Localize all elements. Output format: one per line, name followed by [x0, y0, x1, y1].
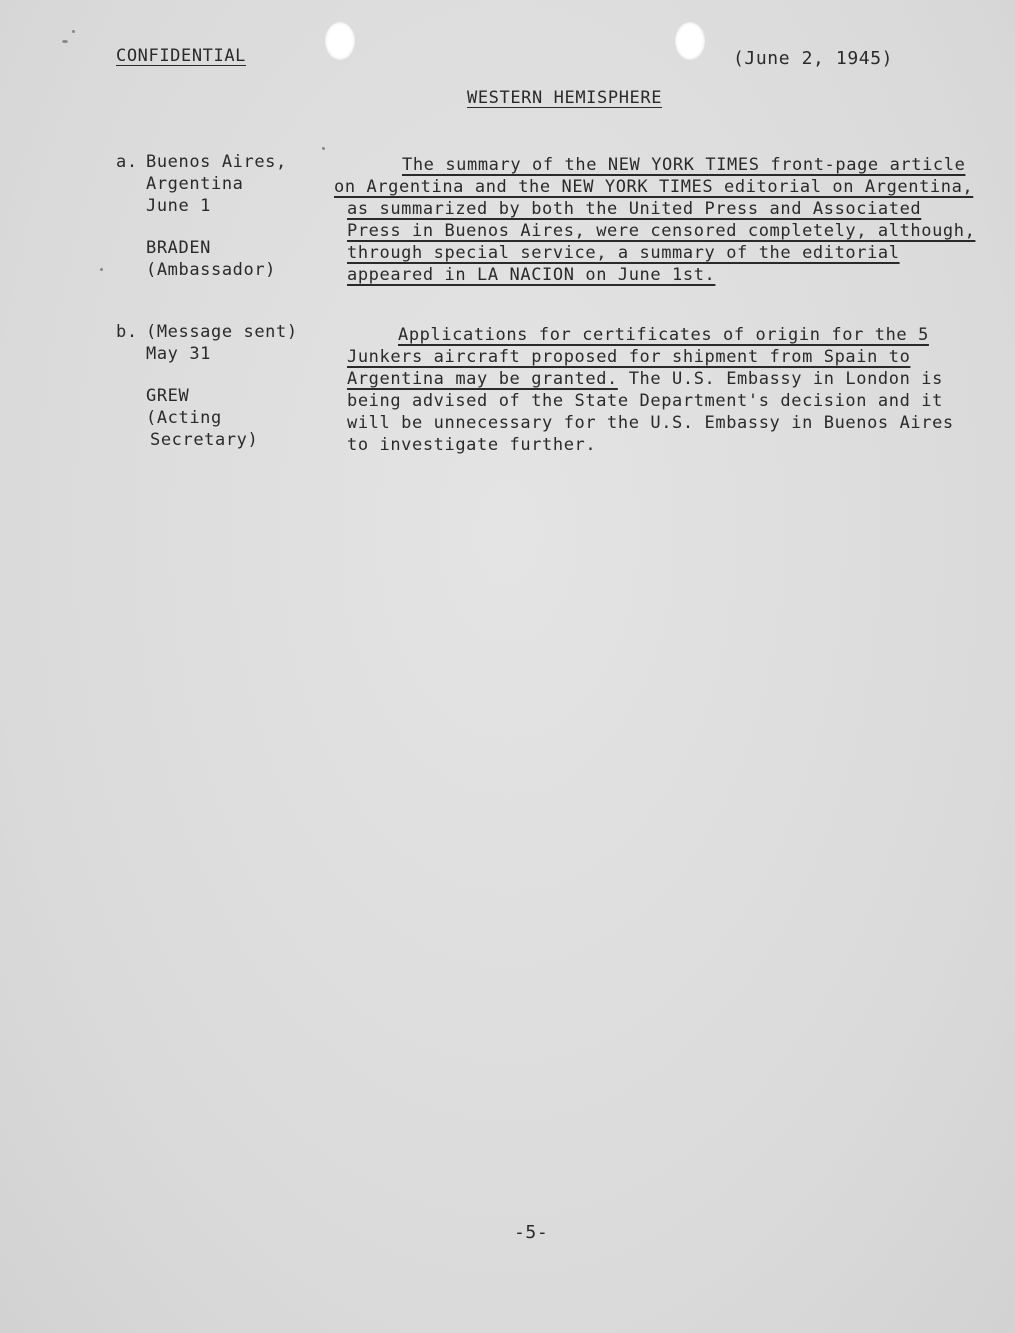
entry-b-sender-title: (Acting	[146, 408, 222, 428]
entry-b-body-line: to investigate further.	[347, 435, 597, 455]
entry-a-body-line: The summary of the NEW YORK TIMES front-page article	[402, 155, 966, 175]
entry-b-sender-name: GREW	[146, 386, 190, 406]
entry-a-source-line: Buenos Aires,	[146, 152, 287, 172]
entry-b-source-line: May 31	[146, 344, 212, 364]
entry-b-marker: b.	[116, 322, 138, 342]
entry-b-sender-title: Secretary)	[150, 430, 259, 450]
section-title: WESTERN HEMISPHERE	[467, 88, 663, 108]
entry-a-body-line: on Argentina and the NEW YORK TIMES editorial on Argentina,	[334, 177, 974, 197]
classification-label: CONFIDENTIAL	[116, 46, 247, 66]
page-number: -5-	[514, 1222, 549, 1243]
entry-a-body-line: as summarized by both the United Press and Associated	[347, 199, 922, 219]
entry-a-marker: a.	[116, 152, 138, 172]
paper-speck	[322, 147, 325, 150]
entry-b-source-line: (Message sent)	[146, 322, 298, 342]
entry-a-body-line: appeared in LA NACION on June 1st.	[347, 265, 716, 285]
entry-a-source-line: June 1	[146, 196, 212, 216]
document-date: (June 2, 1945)	[733, 48, 894, 69]
entry-a-sender-title: (Ambassador)	[146, 260, 277, 280]
entry-b-body-line: Applications for certificates of origin for the 5	[398, 325, 929, 345]
paper-speck	[72, 30, 75, 33]
entry-a-sender-name: BRADEN	[146, 238, 212, 258]
entry-b-body-line: will be unnecessary for the U.S. Embassy in Buenos Aires	[347, 413, 954, 433]
entry-b-body-line: Junkers aircraft proposed for shipment from Spain to	[347, 347, 911, 367]
entry-a-body-line: Press in Buenos Aires, were censored completely, although,	[347, 221, 976, 241]
entry-b-body-line: Argentina may be granted. The U.S. Embassy in London is	[347, 369, 943, 389]
entry-b-body-line: being advised of the State Department's decision and it	[347, 391, 943, 411]
entry-a-body-line: through special service, a summary of the editorial	[347, 243, 900, 263]
paper-speck	[100, 268, 103, 271]
entry-b-underlined-phrase: Argentina may be granted.	[347, 369, 618, 389]
paper-speck	[62, 40, 68, 43]
punch-hole-left	[325, 22, 355, 60]
punch-hole-right	[675, 22, 705, 60]
entry-a-source-line: Argentina	[146, 174, 244, 194]
